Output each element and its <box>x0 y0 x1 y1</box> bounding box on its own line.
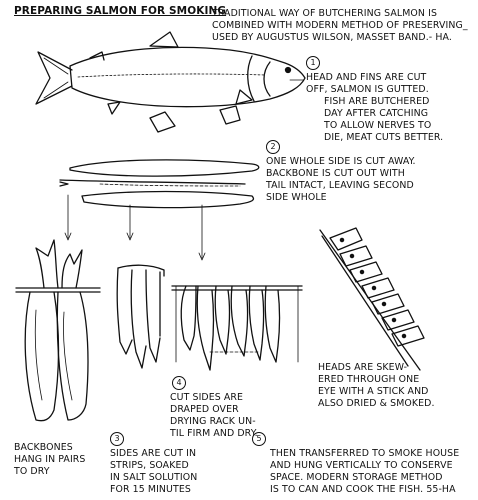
page-title: PREPARING SALMON FOR SMOKING <box>14 5 227 17</box>
heads-line: HEADS ARE SKEW- <box>318 362 408 373</box>
step-5-line: IS TO CAN AND COOK THE FISH. 55-HA <box>270 484 456 495</box>
step-4-line: DRAPED OVER <box>170 404 239 415</box>
step-2-line: BACKBONE IS CUT OUT WITH <box>266 168 405 179</box>
step-3-number: 3 <box>110 432 124 446</box>
step-4-line: DRYING RACK UN- <box>170 416 256 427</box>
intro-line-3: USED BY AUGUSTUS WILSON, MASSET BAND.- HA. <box>212 32 452 43</box>
backbones-line: TO DRY <box>14 466 50 477</box>
step-2-line: TAIL INTACT, LEAVING SECOND <box>266 180 414 191</box>
step-1-number: 1 <box>306 56 320 70</box>
step-1-line: TO ALLOW NERVES TO <box>324 120 432 131</box>
backbones-line: HANG IN PAIRS <box>14 454 86 465</box>
step-3-line: FOR 15 MINUTES <box>110 484 191 495</box>
heads-line: ERED THROUGH ONE <box>318 374 420 385</box>
intro-line-2: COMBINED WITH MODERN METHOD OF PRESERVING_ <box>212 20 468 31</box>
drying-rack-illustration <box>172 286 302 370</box>
step-3-line: SIDES ARE CUT IN <box>110 448 197 459</box>
step-3-line: IN SALT SOLUTION <box>110 472 198 483</box>
fillet-illustration <box>60 160 259 208</box>
step-1-line: HEAD AND FINS ARE CUT <box>306 72 427 83</box>
step-2-line: SIDE WHOLE <box>266 192 327 203</box>
step-5-line: AND HUNG VERTICALLY TO CONSERVE <box>270 460 453 471</box>
step-1-line: OFF, SALMON IS GUTTED. <box>306 84 429 95</box>
step-2-line: ONE WHOLE SIDE IS CUT AWAY. <box>266 156 416 167</box>
step-4-line: TIL FIRM AND DRY. <box>170 428 258 439</box>
heads-line: EYE WITH A STICK AND <box>318 386 429 397</box>
step-4-line: CUT SIDES ARE <box>170 392 244 403</box>
step-1-line: DIE, MEAT CUTS BETTER. <box>324 132 444 143</box>
step-2-number: 2 <box>266 140 280 154</box>
salmon-illustration <box>36 32 305 132</box>
backbones-illustration <box>16 240 100 421</box>
strips-illustration <box>117 265 164 368</box>
intro-line-1: TRADITIONAL WAY OF BUTCHERING SALMON IS <box>212 8 438 19</box>
step-3-line: STRIPS, SOAKED <box>110 460 189 471</box>
backbones-line: BACKBONES <box>14 442 73 453</box>
step-5-line: THEN TRANSFERRED TO SMOKE HOUSE <box>270 448 460 459</box>
step-5-line: SPACE. MODERN STORAGE METHOD <box>270 472 443 483</box>
step-4-number: 4 <box>172 376 186 390</box>
step-1-line: DAY AFTER CATCHING <box>324 108 429 119</box>
step-1-line: FISH ARE BUTCHERED <box>324 96 430 107</box>
heads-illustration <box>320 228 424 370</box>
step-5-number: 5 <box>252 432 266 446</box>
heads-line: ALSO DRIED & SMOKED. <box>318 398 435 409</box>
